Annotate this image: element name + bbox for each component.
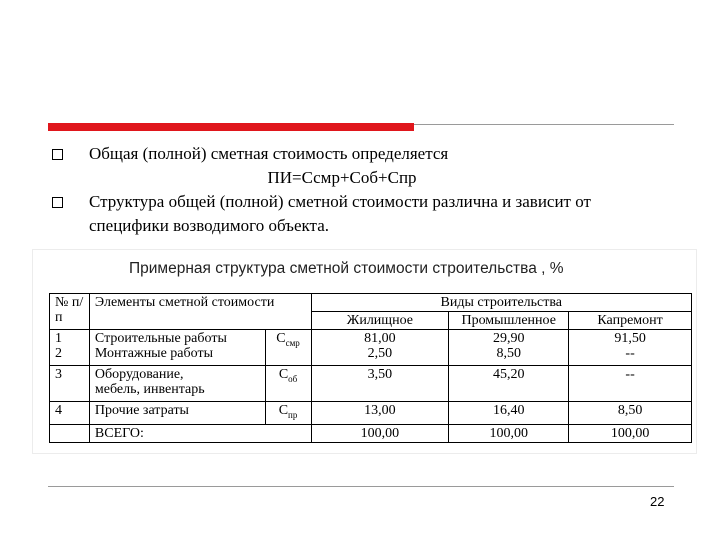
cost-formula: ПИ=Ссмр+Соб+Спр: [267, 168, 417, 187]
square-bullet-icon: [52, 197, 63, 208]
table-panel: [32, 249, 697, 454]
row-industrial: 29,90 8,50: [449, 330, 569, 366]
header-repair: Капремонт: [569, 312, 692, 330]
bullet-list: [52, 142, 672, 238]
bullet-item-1: [52, 142, 672, 166]
row-name: Прочие затраты: [89, 402, 265, 425]
row-symbol: $С_{смр}$: [265, 330, 311, 366]
table-row: [50, 366, 692, 402]
row-repair: --: [569, 366, 692, 402]
row-repair: 8,50: [569, 402, 692, 425]
bullet-text-2: Структура общей (полной) сметной стоимости различна и зависит от специфики возводимого объекта.: [89, 192, 591, 235]
row-residential: 81,00 2,50: [311, 330, 449, 366]
header-num: № п/п: [50, 294, 90, 330]
row-residential: 13,00: [311, 402, 449, 425]
table-row: [50, 330, 692, 366]
bullet-text-1: Общая (полной) сметная стоимость определяется: [89, 144, 449, 163]
row-name: Строительные работы Монтажные работы: [89, 330, 265, 366]
cost-structure-table: [49, 293, 692, 443]
header-residential: Жилищное: [311, 312, 449, 330]
bottom-rule: [48, 486, 674, 487]
table-total-row: [50, 424, 692, 442]
table-title: Примерная структура сметной стоимости строительства , %: [129, 260, 564, 277]
header-types: Виды строительства: [311, 294, 691, 312]
row-name: Оборудование, мебель, инвентарь: [89, 366, 265, 402]
header-elements: Элементы сметной стоимости: [89, 294, 311, 330]
row-residential: 3,50: [311, 366, 449, 402]
page-number: 22: [650, 494, 665, 509]
table-row: [50, 402, 692, 425]
table-header-row: [50, 294, 692, 312]
row-num: 1 2: [50, 330, 90, 366]
total-industrial: 100,00: [449, 424, 569, 442]
total-label: ВСЕГО:: [89, 424, 311, 442]
row-industrial: 45,20: [449, 366, 569, 402]
square-bullet-icon: [52, 149, 63, 160]
total-repair: 100,00: [569, 424, 692, 442]
row-symbol: $С_{об}$: [265, 366, 311, 402]
row-symbol: $С_{пр}$: [265, 402, 311, 425]
row-num: 4: [50, 402, 90, 425]
header-industrial: Промышленное: [449, 312, 569, 330]
row-num: 3: [50, 366, 90, 402]
total-residential: 100,00: [311, 424, 449, 442]
accent-bar: [48, 123, 414, 131]
row-repair: 91,50 --: [569, 330, 692, 366]
bullet-item-2: [52, 190, 672, 238]
row-industrial: 16,40: [449, 402, 569, 425]
